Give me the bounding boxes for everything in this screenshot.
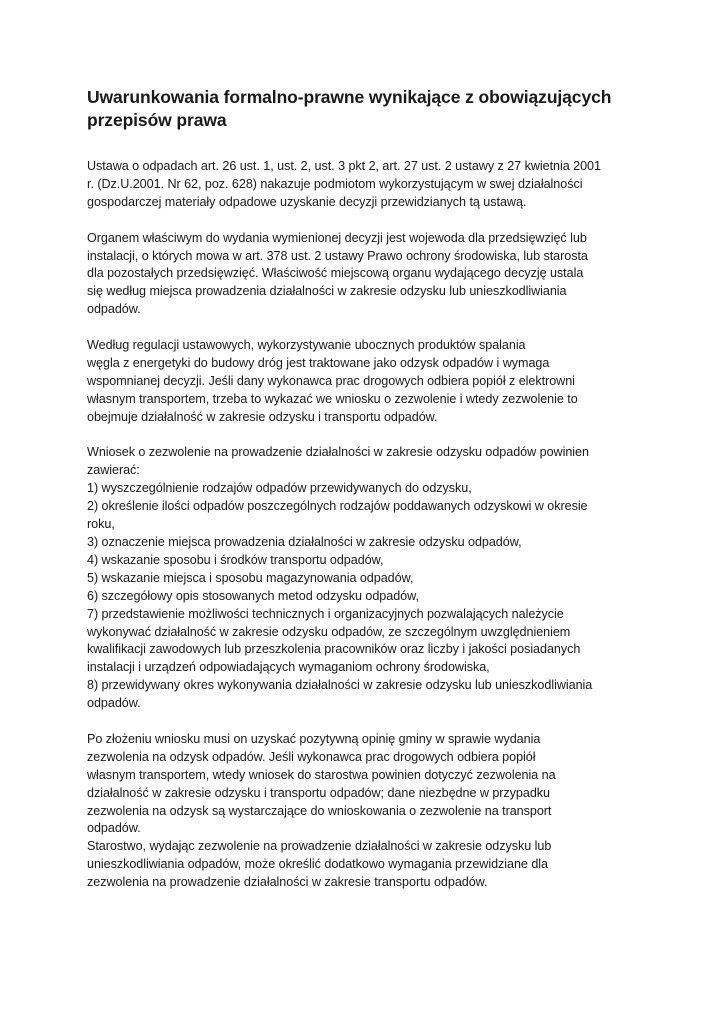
body-line: działalność w zakresie odzysku i transportu odpadów; dane niezbędne w przypadku: [87, 785, 550, 800]
body-line: węgla z energetyki do budowy dróg jest traktowane jako odzysk odpadów i wymaga: [87, 355, 550, 370]
body-line: dla pozostałych przedsięwzięć. Właściwość miejscową organu wydającego decyzję ustala: [87, 266, 584, 281]
body-line: Według regulacji ustawowych, wykorzystywanie ubocznych produktów spalania: [87, 338, 526, 353]
body-line: 7) przedstawienie możliwości technicznych i organizacyjnych pozwalających należycie: [87, 606, 564, 621]
body-line: instalacji, o których mowa w art. 378 ust. 2 ustawy Prawo ochrony środowiska, lub starosta: [87, 248, 588, 263]
body-line: 6) szczegółowy opis stosowanych metod odzysku odpadów,: [87, 588, 419, 603]
body-line: się według miejsca prowadzenia działalności w zakresie odzysku lub unieszkodliwiania: [87, 284, 567, 299]
body-line: Organem właściwym do wydania wymienionej decyzji jest wojewoda dla przedsięwzięć lub: [87, 230, 587, 245]
paragraph-gap: [87, 427, 647, 445]
body-line: wspomnianej decyzji. Jeśli dany wykonawca prac drogowych odbiera popiół z elektrowni: [87, 373, 575, 388]
body-line: gospodarczej materiały odpadowe uzyskanie decyzji przewidzianych tą ustawą.: [87, 194, 527, 209]
body-line: unieszkodliwiania odpadów, może określić dodatkowo wymagania przewidziane dla: [87, 857, 548, 872]
body-line: wykonywać działalność w zakresie odzysku odpadów, ze szczególnym uwzględnieniem: [87, 624, 571, 639]
body-line: Starostwo, wydając zezwolenie na prowadzenie działalności w zakresie odzysku lub: [87, 839, 552, 854]
body-line: odpadów.: [87, 302, 141, 317]
body-line: odpadów.: [87, 821, 141, 836]
document-page: [87, 86, 647, 892]
paragraph-gap: [87, 713, 647, 731]
body-line: 1) wyszczególnienie rodzajów odpadów przewidywanych do odzysku,: [87, 481, 472, 496]
body-line: 5) wskazanie miejsca i sposobu magazynowania odpadów,: [87, 570, 414, 585]
body-line: 4) wskazanie sposobu i środków transportu odpadów,: [87, 552, 384, 567]
body-line: odpadów.: [87, 696, 141, 711]
body-line: zezwolenia na odzysk odpadów. Jeśli wykonawca prac drogowych odbiera popiół: [87, 749, 536, 764]
document-body: [87, 158, 647, 892]
body-line: zezwolenia na prowadzenie działalności w zakresie transportu odpadów.: [87, 875, 488, 890]
body-line: 2) określenie ilości odpadów poszczególnych rodzajów poddawanych odzyskowi w okresie: [87, 499, 588, 514]
body-line: kwalifikacji zawodowych lub przeszkolenia pracowników oraz liczby i jakości posiadanych: [87, 642, 581, 657]
paragraph-gap: [87, 212, 647, 230]
body-line: własnym transportem, trzeba to wykazać we wniosku o zezwolenie i wtedy zezwolenie to: [87, 391, 578, 406]
document-title: [87, 86, 647, 132]
body-line: Wniosek o zezwolenie na prowadzenie działalności w zakresie odzysku odpadów powinien: [87, 445, 589, 460]
paragraph-gap: [87, 319, 647, 337]
body-line: zawierać:: [87, 463, 140, 478]
body-line: r. (Dz.U.2001. Nr 62, poz. 628) nakazuje podmiotom wykorzystującym w swej działalności: [87, 176, 583, 191]
body-line: własnym transportem, wtedy wniosek do starostwa powinien dotyczyć zezwolenia na: [87, 767, 556, 782]
body-line: Po złożeniu wniosku musi on uzyskać pozytywną opinię gminy w sprawie wydania: [87, 731, 541, 746]
body-line: Ustawa o odpadach art. 26 ust. 1, ust. 2, ust. 3 pkt 2, art. 27 ust. 2 ustawy z 27 kwietnia 2001: [87, 159, 601, 173]
body-line: roku,: [87, 517, 115, 532]
body-line: zezwolenia na odzysk są wystarczające do wnioskowania o zezwolenie na transport: [87, 803, 552, 818]
body-line: obejmuje działalność w zakresie odzysku i transportu odpadów.: [87, 409, 438, 424]
title-line: Uwarunkowania formalno-prawne wynikające z obowiązujących: [87, 87, 612, 107]
body-line: instalacji i urządzeń odpowiadających wymaganiom ochrony środowiska,: [87, 660, 490, 675]
body-line: 3) oznaczenie miejsca prowadzenia działalności w zakresie odzysku odpadów,: [87, 534, 522, 549]
title-line: przepisów prawa: [87, 110, 227, 130]
body-line: 8) przewidywany okres wykonywania działalności w zakresie odzysku lub unieszkodliwiania: [87, 678, 593, 693]
